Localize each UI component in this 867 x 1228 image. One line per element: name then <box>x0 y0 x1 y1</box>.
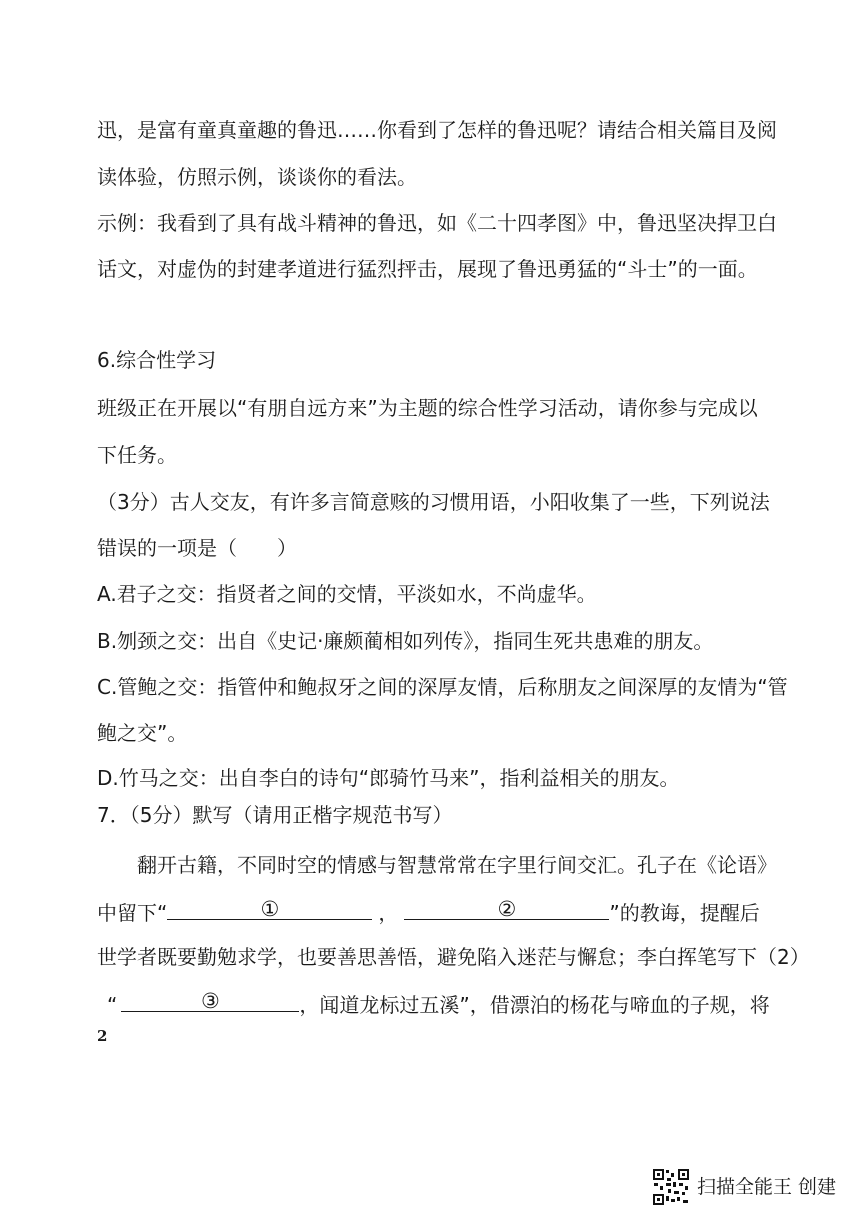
q7-para-line-1: 翻开古籍，不同时空的情感与智慧常常在字里行间交汇。孔子在《论语》 <box>137 853 777 877</box>
scanner-watermark: 扫描全能王 创建 <box>697 1176 837 1198</box>
blank-1[interactable] <box>167 897 372 920</box>
q6-intro-line-1: 班级正在开展以“有朋自远方来”为主题的综合性学习活动，请你参与完成以 <box>97 396 758 420</box>
blank-3-marker: ③ <box>200 989 220 1013</box>
q7-line2-suffix: ”的教诲，提醒后 <box>609 901 760 925</box>
q7-line4-suffix: ，闻道龙标过五溪”，借漂泊的杨花与啼血的子规，将 <box>299 993 770 1017</box>
q6-option-d: D.竹马之交：出自李白的诗句“郎骑竹马来”，指利益相关的朋友。 <box>97 766 680 790</box>
q7-line2-prefix: 中留下“ <box>97 901 168 925</box>
blank-2[interactable] <box>404 897 609 920</box>
q6-heading: 6.综合性学习 <box>97 348 217 372</box>
q7-line-4 <box>107 989 827 1019</box>
example-line-1: 示例：我看到了具有战斗精神的鲁迅，如《二十四孝图》中，鲁迅坚决捍卫白 <box>97 211 777 235</box>
blank-2-marker: ② <box>497 897 517 921</box>
blank-1-marker: ① <box>260 897 280 921</box>
q7-line2-comma: ， <box>378 901 399 925</box>
intro-line-2: 读体验，仿照示例，谈谈你的看法。 <box>97 165 417 189</box>
q6-option-a: A.君子之交：指贤者之间的交情，平淡如水，不尚虚华。 <box>97 582 597 606</box>
q6-option-c-line-2: 鲍之交”。 <box>97 721 188 745</box>
q7-line4-prefix: “ <box>107 993 118 1017</box>
intro-line-1: 迅，是富有童真童趣的鲁迅……你看到了怎样的鲁迅呢？请结合相关篇目及阅 <box>97 118 777 142</box>
q6-intro-line-2: 下任务。 <box>97 443 177 467</box>
q7-line-2 <box>97 897 827 927</box>
qr-code-icon <box>652 1168 690 1206</box>
page-number: 2 <box>97 1027 108 1045</box>
q6-stem-line-1: （3分）古人交友，有许多言简意赅的习惯用语，小阳收集了一些，下列说法 <box>97 490 770 514</box>
example-line-2: 话文，对虚伪的封建孝道进行猛烈抨击，展现了鲁迅勇猛的“斗士”的一面。 <box>97 257 758 281</box>
q6-option-b: B.刎颈之交：出自《史记·廉颇蔺相如列传》，指同生死共患难的朋友。 <box>97 629 714 653</box>
q6-option-c-line-1: C.管鲍之交：指管仲和鲍叔牙之间的深厚友情，后称朋友之间深厚的友情为“管 <box>97 675 788 699</box>
q7-para-line-3: 世学者既要勤勉求学，也要善思善悟，避免陷入迷茫与懈怠；李白挥笔写下（2） <box>97 945 810 969</box>
q7-heading: 7．（5分）默写（请用正楷字规范书写） <box>97 803 453 827</box>
blank-3[interactable] <box>121 989 299 1012</box>
q6-stem-line-2: 错误的一项是（ ） <box>97 536 297 560</box>
